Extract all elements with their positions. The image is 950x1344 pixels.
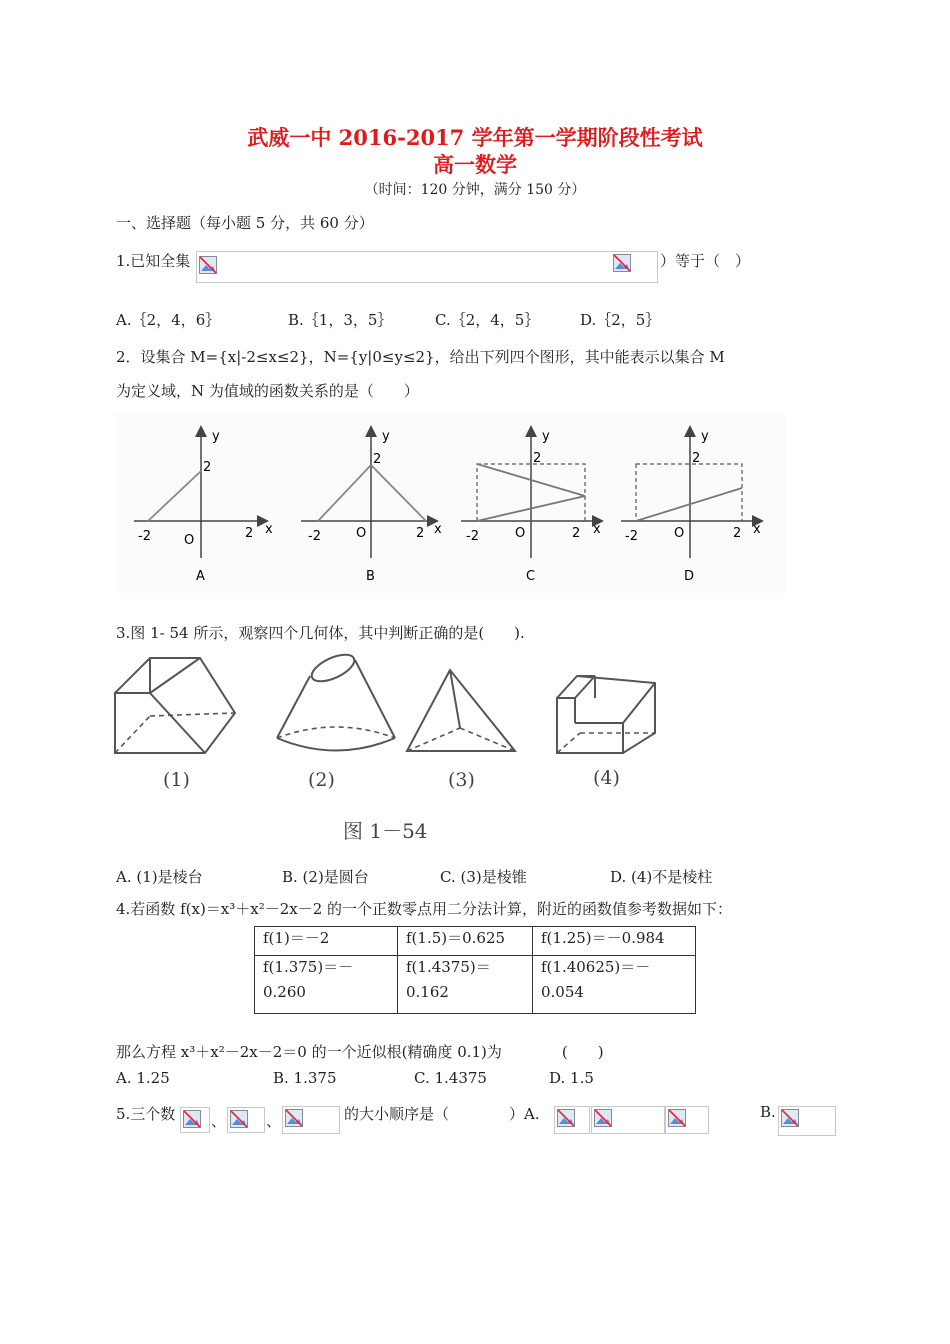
cell-line: 0.054 [541,983,584,1001]
graph-c-tick-y: 2 [533,451,542,466]
graph-c-label: C [526,569,536,584]
table-row [255,956,696,1014]
q5-separator: 、 [211,1112,227,1130]
cell-line: f(1.375)＝－ [263,958,354,976]
table-cell [398,956,533,1014]
broken-image-icon [613,254,631,272]
broken-image-icon [594,1109,612,1127]
q4-option-a: A. 1.25 [116,1069,170,1087]
cell-line: 0.260 [263,983,306,1001]
graph-a-label: A [196,569,205,584]
broken-image-icon [557,1109,575,1127]
graph-b-label: B [366,569,375,584]
q1-option-b: B.｛1，3，5｝ [288,311,393,329]
q3-stem: 3.图 1- 54 所示，观察四个几何体，其中判断正确的是( ). [116,624,525,642]
q5-option-b-image [778,1106,836,1136]
solid-label-4: (4) [593,767,620,789]
solid-label-2: (2) [308,769,335,791]
q3-option-d: D. (4)不是棱柱 [610,868,713,886]
graph-b-tick-y: 2 [373,452,382,467]
exam-title: 武威一中 2016-2017 学年第一学期阶段性考试 [247,125,703,150]
exam-subtitle: 高一数学 [433,152,517,177]
q3-option-a: A. (1)是棱台 [116,868,203,886]
graph-d-label: D [684,569,695,584]
q5-tail: 的大小顺序是（ ）A. [344,1105,540,1123]
graph-b-tick-neg: -2 [308,529,321,544]
solid-2 [277,649,395,750]
q4-option-d: D. 1.5 [549,1069,594,1087]
graph-a-x-label: x [265,522,273,537]
q4-option-b: B. 1.375 [273,1069,337,1087]
q2-line2: 为定义域，N 为值域的函数关系的是（ ） [116,382,419,400]
graph-c-origin: O [515,526,526,541]
solid-3 [407,670,515,751]
section-heading: 一、选择题（每小题 5 分，共 60 分） [116,214,374,232]
broken-image-icon [230,1110,248,1128]
broken-image-icon [199,256,217,274]
q5-option-a-image-2 [591,1106,665,1134]
q1-option-c: C.｛2，4，5｝ [435,311,540,329]
exam-note: （时间：120 分钟，满分 150 分） [364,182,586,198]
q5-stem: 5.三个数 [116,1105,176,1123]
graph-d-y-label: y [701,429,709,444]
solid-label-1: (1) [163,769,190,791]
q3-solids-figure [105,648,675,848]
graph-a-origin: O [184,533,195,548]
q4-option-c: C. 1.4375 [414,1069,487,1087]
table-cell: f(1)＝－2 [255,927,398,956]
broken-image-icon [183,1110,201,1128]
graph-a-tick-pos: 2 [245,526,254,541]
q4-question: 那么方程 x³＋x²－2x－2＝0 的一个近似根(精确度 0.1)为 ( ) [116,1043,604,1061]
q5-separator: 、 [266,1112,282,1130]
graph-d-tick-y: 2 [692,451,701,466]
graph-d-x-label: x [753,522,761,537]
q1-formula-image [196,251,658,283]
q2-graphs-figure [116,413,786,593]
graph-b-tick-pos: 2 [416,526,425,541]
graph-a-tick-y: 2 [203,460,212,475]
q1-tail: ）等于（ ） [660,252,751,270]
graph-d-tick-neg: -2 [625,529,638,544]
graph-b-origin: O [356,526,367,541]
graph-b-y-label: y [382,429,390,444]
q1-option-d: D.｛2，5｝ [580,311,661,329]
q5-option-b-label: B. [760,1103,776,1121]
q4-stem: 4.若函数 f(x)＝x³＋x²－2x－2 的一个正数零点用二分法计算，附近的函数值参考数据如下： [116,900,733,918]
graph-d-tick-pos: 2 [733,526,742,541]
q4-value-table [254,926,696,1014]
q5-option-a-image-1 [554,1106,590,1134]
table-cell: f(1.5)＝0.625 [398,927,533,956]
table-cell [533,956,696,1014]
q3-option-b: B. (2)是圆台 [282,868,369,886]
q5-number-image-3 [282,1106,340,1134]
graph-c-x-label: x [593,522,601,537]
table-cell [255,956,398,1014]
graph-c-y-label: y [542,429,550,444]
q2-line1: 2．设集合 M={x|-2≤x≤2}，N={y|0≤y≤2}，给出下列四个图形，其中能表示以集合 M [116,348,725,366]
cell-line: 0.162 [406,983,449,1001]
solid-4 [557,676,655,753]
q1-stem: 1.已知全集 [116,252,191,270]
graph-a-tick-neg: -2 [138,529,151,544]
q5-option-a-image-3 [665,1106,709,1134]
cell-line: f(1.4375)＝ [406,958,491,976]
figure-caption: 图 1－54 [343,819,428,843]
broken-image-icon [285,1109,303,1127]
solid-1 [115,658,235,753]
broken-image-icon [668,1109,686,1127]
graph-d-origin: O [674,526,685,541]
q3-option-c: C. (3)是棱锥 [440,868,527,886]
q5-number-image-2 [227,1107,265,1133]
q5-number-image-1 [180,1107,210,1133]
q1-option-a: A.｛2，4，6｝ [116,311,221,329]
solid-label-3: (3) [448,769,475,791]
table-row [255,927,696,956]
graph-c-tick-pos: 2 [572,526,581,541]
table-cell: f(1.25)＝－0.984 [533,927,696,956]
graph-a-y-label: y [212,429,220,444]
cell-line: f(1.40625)＝－ [541,958,651,976]
broken-image-icon [781,1109,799,1127]
graph-b-x-label: x [434,522,442,537]
graph-c-tick-neg: -2 [466,529,479,544]
